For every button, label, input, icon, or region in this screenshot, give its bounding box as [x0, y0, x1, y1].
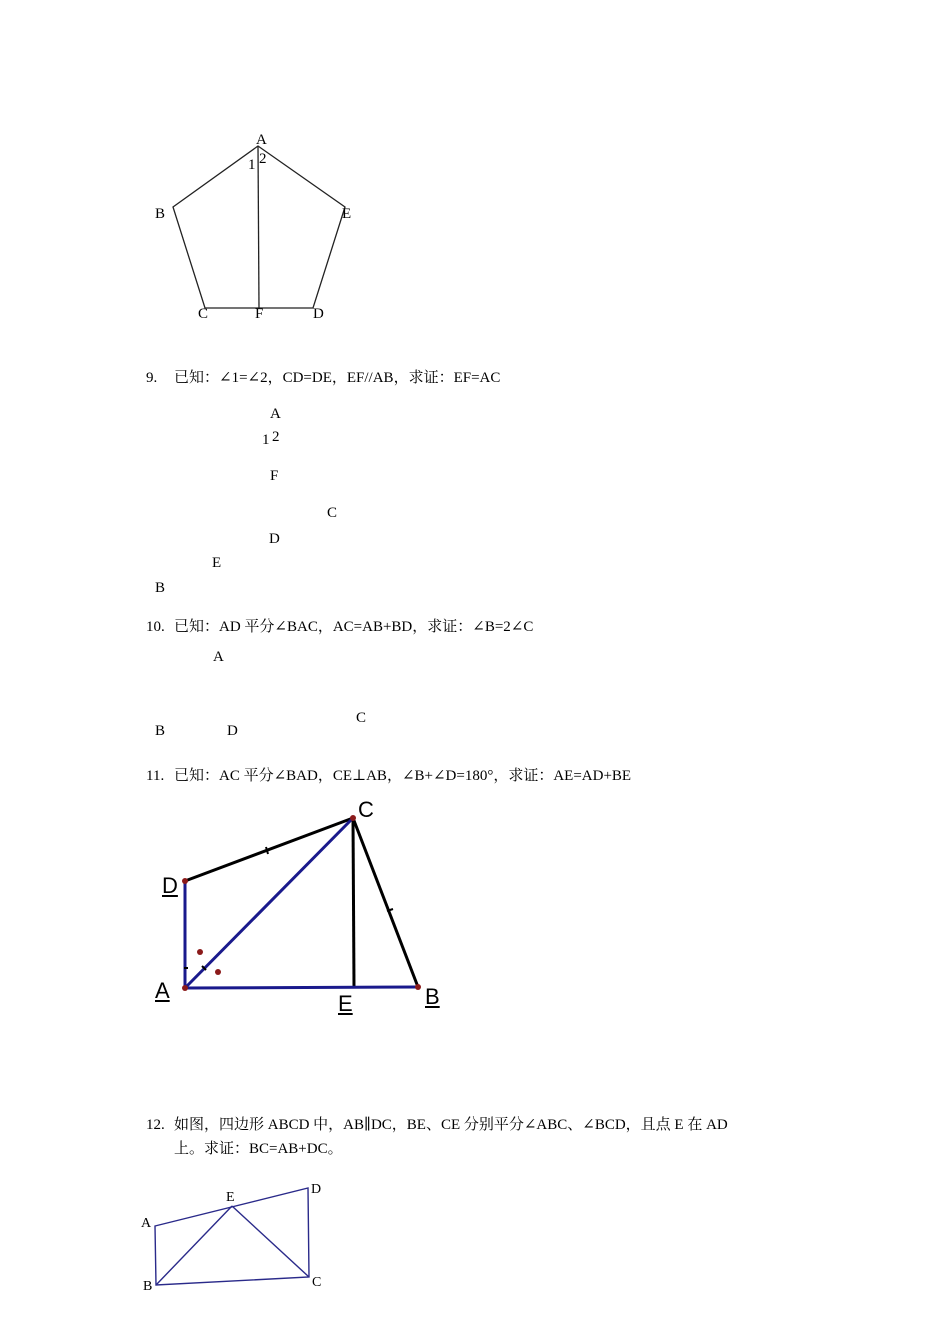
- label-B: B: [155, 580, 166, 596]
- label-C: C: [198, 306, 209, 322]
- question-text: 已知：∠1=∠2，CD=DE，EF//AB，求证：EF=AC: [174, 370, 501, 386]
- question-text: 已知：AD 平分∠BAC，AC=AB+BD，求证：∠B=2∠C: [174, 619, 534, 635]
- label-D: D: [162, 873, 178, 898]
- label-E: E: [342, 206, 352, 222]
- label-angle-1: 1: [262, 432, 270, 448]
- label-angle-2: 2: [272, 429, 280, 445]
- label-A: A: [155, 978, 170, 1003]
- label-B: B: [155, 206, 166, 222]
- label-angle-1: 1: [248, 157, 256, 173]
- label-C: C: [327, 505, 338, 521]
- label-E: E: [212, 555, 222, 571]
- segment-CE: [232, 1206, 309, 1277]
- label-E: E: [338, 991, 353, 1016]
- label-D: D: [269, 531, 280, 547]
- question-number: 10.: [146, 619, 165, 635]
- label-E: E: [226, 1190, 235, 1205]
- label-A: A: [141, 1216, 152, 1231]
- question-number: 12.: [146, 1117, 165, 1133]
- question-text: 已知：AC 平分∠BAD，CE⊥AB，∠B+∠D=180°，求证：AE=AD+BE: [174, 768, 632, 784]
- label-B: B: [143, 1279, 153, 1294]
- label-B: B: [155, 723, 166, 739]
- label-D: D: [227, 723, 238, 739]
- question-number: 11.: [146, 768, 165, 784]
- question-text-line-2: 上。求证：BC=AB+DC。: [174, 1141, 343, 1157]
- label-D: D: [311, 1182, 322, 1197]
- question-number: 9.: [146, 370, 158, 386]
- label-C: C: [356, 710, 367, 726]
- question-text-line-1: 如图，四边形 ABCD 中，AB∥DC，BE、CE 分别平分∠ABC、∠BCD，且点 E 在 AD: [174, 1117, 728, 1133]
- label-A: A: [256, 132, 267, 148]
- label-B: B: [425, 984, 440, 1009]
- label-D: D: [313, 306, 324, 322]
- label-A: A: [213, 649, 224, 665]
- label-angle-2: 2: [259, 151, 267, 167]
- label-F: F: [270, 468, 279, 484]
- label-C: C: [358, 797, 374, 822]
- label-F: F: [255, 306, 264, 322]
- label-C: C: [312, 1275, 322, 1290]
- label-A: A: [270, 406, 281, 422]
- segment-BE: [156, 1206, 232, 1285]
